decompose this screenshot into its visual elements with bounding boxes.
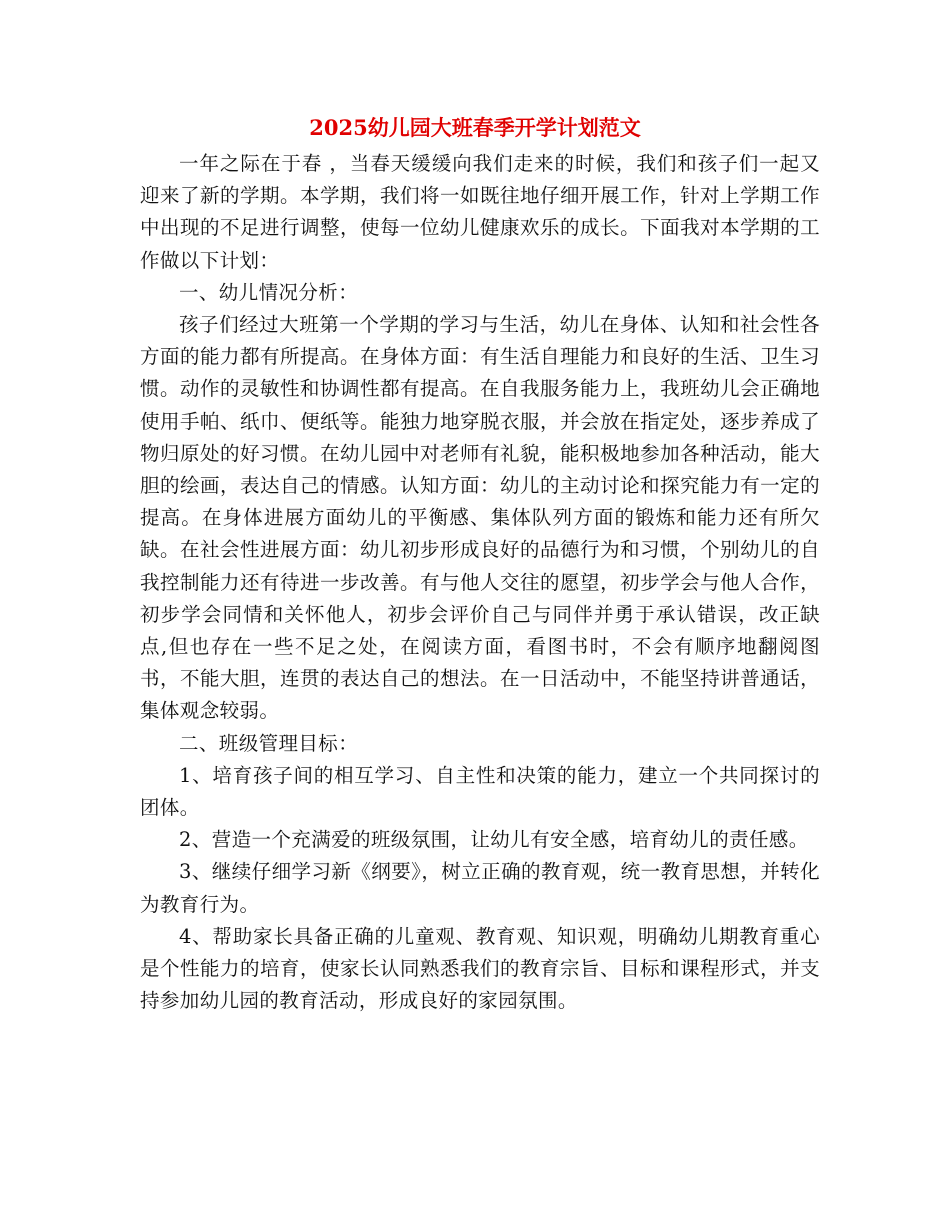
goal-item-3: 3、继续仔细学习新《纲要》，树立正确的教育观，统一教育思想，并转化为教育行为。: [140, 860, 820, 916]
document-title: 2025幼儿园大班春季开学计划范文: [309, 115, 641, 140]
section-heading-child-analysis: 一、幼儿情况分析：: [179, 280, 359, 304]
document-body: [140, 148, 820, 1017]
paragraph-child-analysis: 孩子们经过大班第一个学期的学习与生活，幼儿在身体、认知和社会性各方面的能力都有所提高。在身体方面：有生活自理能力和良好的生活、卫生习惯。动作的灵敏性和协调性都有提高。在自我服务能力上，我班幼儿会正确地使用手帕、纸巾、便纸等。能独力地穿脱衣服，并会放在指定处，逐步养成了物归原处的好习惯。在幼儿园中对老师有礼貌，能积极地参加各种活动，能大胆的绘画，表达自己的情感。认知方面：幼儿的主动讨论和探究能力有一定的提高。在身体进展方面幼儿的平衡感、集体队列方面的锻炼和能力还有所欠缺。在社会性进展方面：幼儿初步形成良好的品德行为和习惯，个别幼儿的自我控制能力还有待进一步改善。有与他人交往的愿望，初步学会与他人合作，初步学会同情和关怀他人，初步会评价自己与同伴并勇于承认错误，改正缺点,但也存在一些不足之处，在阅读方面，看图书时，不会有顺序地翻阅图书，不能大胆，连贯的表达自己的想法。在一日活动中，不能坚持讲普通话，集体观念较弱。: [140, 313, 820, 723]
goal-item-1: 1、培育孩子间的相互学习、自主性和决策的能力，建立一个共同探讨的团体。: [140, 763, 820, 820]
goal-item-2: 2、营造一个充满爱的班级氛围，让幼儿有安全感，培育幼儿的责任感。: [179, 828, 809, 852]
section-heading-class-goals: 二、班级管理目标：: [179, 731, 359, 755]
goal-item-4: 4、帮助家长具备正确的儿童观、教育观、知识观，明确幼儿期教育重心是个性能力的培育，使家长认同熟悉我们的教育宗旨、目标和课程形式，并支持参加幼儿园的教育活动，形成良好的家园氛围。: [140, 924, 820, 1013]
paragraph-intro: 一年之际在于春 ，当春天缓缓向我们走来的时候，我们和孩子们一起又迎来了新的学期。本学期，我们将一如既往地仔细开展工作，针对上学期工作中出现的不足进行调整，使每一位幼儿健康欢乐的成长。下面我对本学期的工作做以下计划：: [140, 152, 820, 272]
